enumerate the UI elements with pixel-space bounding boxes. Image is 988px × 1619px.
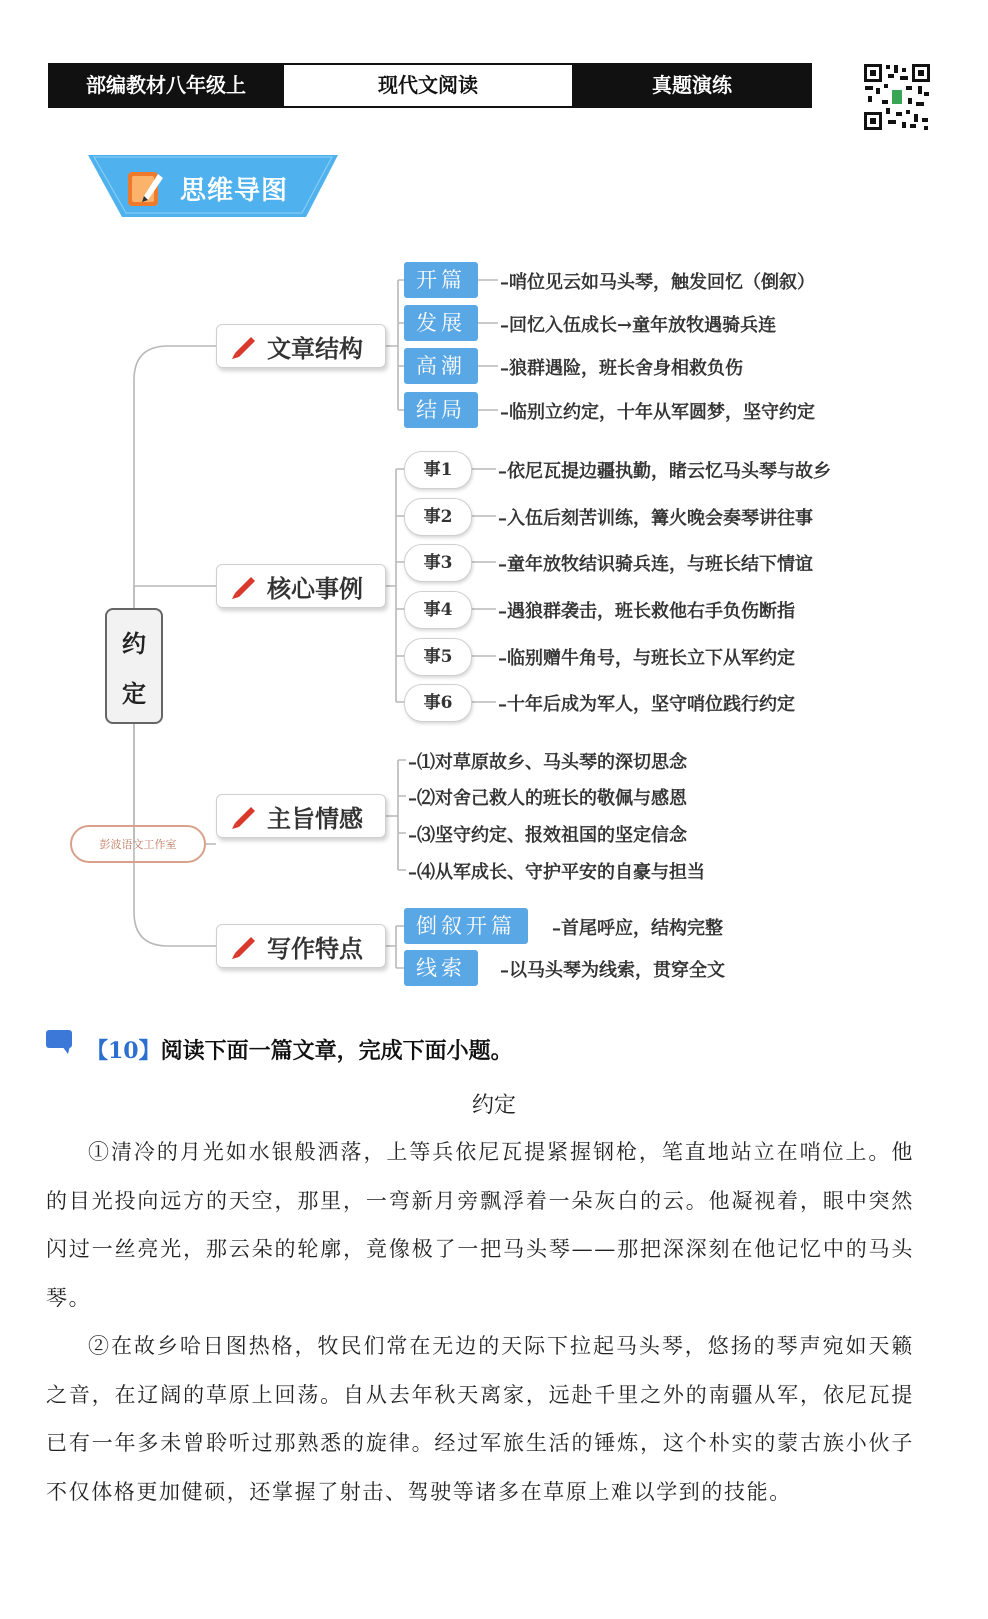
structure-text: –回忆入伍成长→童年放牧遇骑兵连 (500, 315, 777, 336)
structure-tag: 开篇 (404, 262, 478, 298)
event-tag: 事3 (404, 544, 472, 582)
category-label: 写作特点 (267, 933, 363, 963)
header-practice: 真题演练 (572, 63, 812, 108)
writing-tag: 倒叙开篇 (404, 908, 528, 944)
event-text: –十年后成为军人，坚守哨位践行约定 (498, 694, 795, 715)
header-grade: 部编教材八年级上 (48, 63, 284, 108)
event-text: –童年放牧结识骑兵连，与班长结下情谊 (498, 554, 813, 575)
mindmap-root (105, 608, 163, 724)
writing-text: –首尾呼应，结构完整 (552, 918, 723, 939)
category-structure (216, 324, 386, 368)
pencil-icon (229, 931, 259, 961)
article-title: 约定 (471, 1093, 516, 1118)
structure-tag: 结局 (404, 392, 478, 428)
event-tag: 事4 (404, 591, 472, 629)
studio-stamp: 彭波语文工作室 (70, 825, 206, 863)
structure-text: –狼群遇险，班长舍身相救负伤 (500, 358, 743, 379)
structure-text: –临别立约定，十年从军圆梦，坚守约定 (500, 402, 815, 423)
pencil-icon (229, 801, 259, 831)
event-tag: 事1 (404, 451, 472, 489)
theme-text: –⑷从军成长、守护平安的自豪与担当 (408, 862, 705, 883)
event-text: –临别赠牛角号，与班长立下从军约定 (498, 648, 795, 669)
writing-tag: 线索 (404, 950, 478, 986)
event-tag: 事2 (404, 498, 472, 536)
category-writing (216, 924, 386, 968)
category-label: 核心事例 (267, 573, 363, 603)
root-char-1: 约 (122, 628, 146, 658)
writing-text: –以马头琴为线索，贯穿全文 (500, 960, 725, 981)
category-label: 文章结构 (267, 333, 363, 363)
header-topic: 现代文阅读 (284, 63, 572, 108)
structure-tag: 发展 (404, 305, 478, 341)
event-text: –依尼瓦提边疆执勤，睹云忆马头琴与故乡 (498, 461, 831, 482)
event-text: –入伍后刻苦训练，篝火晚会奏琴讲往事 (498, 508, 813, 529)
theme-text: –⑵对舍己救人的班长的敬佩与感恩 (408, 788, 687, 809)
pencil-icon (229, 571, 259, 601)
comment-icon (46, 1030, 72, 1054)
event-tag: 事6 (404, 684, 472, 722)
article-paragraph: ①清冷的月光如水银般洒落，上等兵依尼瓦提紧握钢枪，笔直地站立在哨位上。他的目光投向远方的天空，那里，一弯新月旁飘浮着一朵灰白的云。他凝视着，眼中突然闪过一丝亮光，那云朵的轮廓，竟像极了一把马头琴——那把深深刻在他记忆中的马头琴。 (46, 1140, 914, 1310)
pencil-icon (229, 331, 259, 361)
category-events (216, 564, 386, 608)
event-text: –遇狼群袭击，班长救他右手负伤断指 (498, 601, 795, 622)
event-tag: 事5 (404, 638, 472, 676)
article-paragraph: ②在故乡哈日图热格，牧民们常在无边的天际下拉起马头琴，悠扬的琴声宛如天籁之音，在辽阔的草原上回荡。自从去年秋天离家，远赴千里之外的南疆从军，依尼瓦提已有一年多未曾聆听过那熟悉的旋律。经过军旅生活的锤炼，这个朴实的蒙古族小伙子不仅体格更加健硕，还掌握了射击、驾驶等诸多在草原上难以学到的技能。 (46, 1334, 914, 1504)
banner-label: 思维导图 (180, 176, 289, 206)
question-prompt (86, 1034, 513, 1065)
question-text: 阅读下面一篇文章，完成下面小题。 (160, 1038, 513, 1064)
category-label: 主旨情感 (267, 803, 363, 833)
root-char-2: 定 (122, 678, 146, 708)
question-number: 【10】 (86, 1038, 161, 1064)
category-theme (216, 794, 386, 838)
structure-tag: 高潮 (404, 348, 478, 384)
theme-text: –⑶坚守约定、报效祖国的坚定信念 (408, 825, 687, 846)
structure-text: –哨位见云如马头琴，触发回忆（倒叙） (500, 272, 815, 293)
theme-text: –⑴对草原故乡、马头琴的深切思念 (408, 752, 687, 773)
